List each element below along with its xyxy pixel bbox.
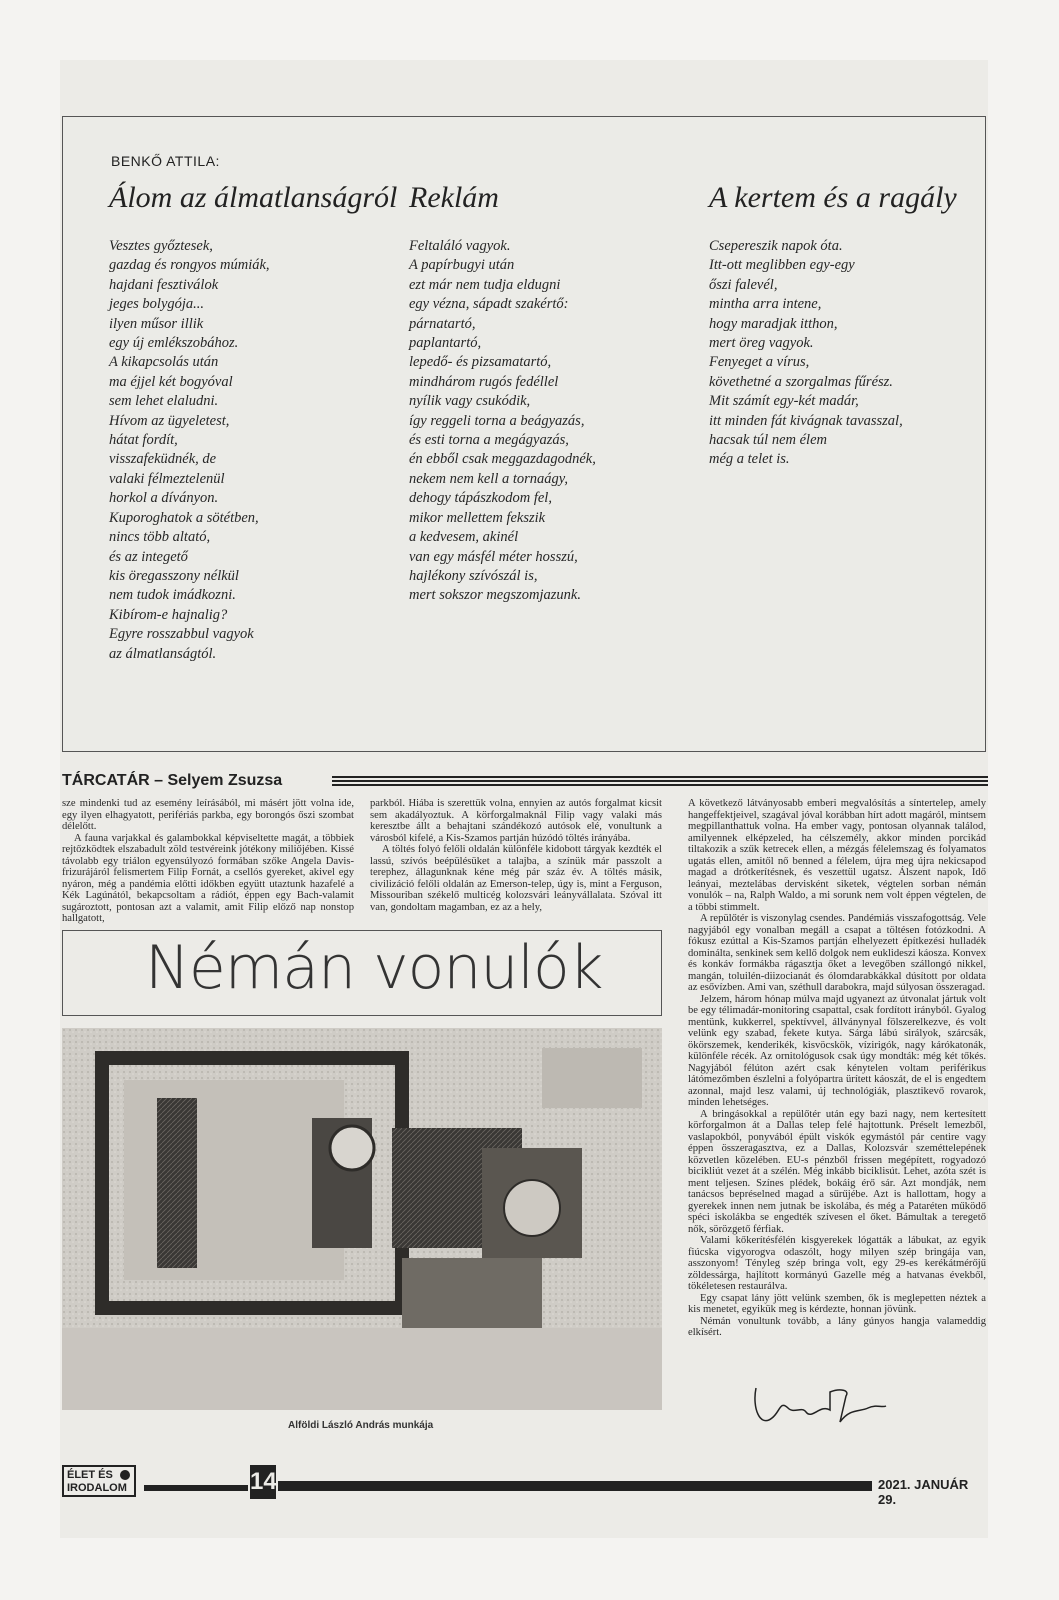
poem-line: az álmatlanságtól. [109, 645, 217, 662]
poem-title: Álom az álmatlanságról [109, 181, 398, 214]
article-paragraph: parkból. Hiába is szerettük volna, ennyien az autós forgalmat kicsit sem akadályoztuk. A körforgalmaknál Filip vagy valaki más keresztbe állt a behajtani szándékozó autósok elé, vonultunk a városból kifelé, a Kis-Szamos partján húzódó töltés irányába. [370, 798, 662, 844]
poem-line: nyílik vagy csukódik, [409, 393, 531, 410]
poem-line: hacsak túl nem élem [709, 432, 827, 449]
article-paragraph: A bringásokkal a repülőtér után egy bazi nagy, nem kertesített körforgalmon át a Dallas telep felé hajtottunk. Préselt lemezből, vaslapokból, ponyvából épült viskók egymástól pár centire vagy éppen összeragasztva, ez a Dallas, Kolozsvár szeméttelepének közvetlen közelében. EU-s pénzből frissen megépített, rogyadozó bicikliút vezet át a szélén. Még inkább biciklisút. Lehet, azóta szét is ment teljesen. Színes plédek, bokáig érő sár. Azt mondják, nem tanácsos bepréselned magad a sűrűjébe. Azt is hallottam, hogy a gyerekek innen nem jutnak be iskolába, és még a Pataréten működő spéci iskolákba se engedték szívesen el őket. Bámultak a teregető nők, sörözgető férfiak. [688, 1108, 986, 1235]
poem-line: Kibírom-e hajnalig? [109, 606, 228, 623]
poem-line: A kikapcsolás után [109, 354, 219, 371]
poem-line: Csepereszik napok óta. [709, 238, 843, 254]
poem-line: és esti torna a megágyazás, [409, 432, 569, 449]
poem-line: Vesztes győztesek, [109, 238, 213, 254]
poem-line: Mit számít egy-két madár, [709, 393, 859, 410]
poem-line: és az integető [109, 548, 188, 565]
poem-lines [709, 237, 957, 470]
article-paragraph: Valami kőkerítésfélén kisgyerekek lógatták a lábukat, az egyik fiúcska vigyorogva odaszólt, hogy milyen szép bringája van, asszonyom! Tényleg szép bringa volt, egy 29-es kerékátmérőjű zöldessárga, hajlított kormányú Gazelle még a hatvanas évekből, tökéletesen restaurálva. [688, 1235, 986, 1292]
poem-line: Itt-ott meglibben egy-egy [709, 257, 855, 274]
article-paragraph: Egy csapat lány jött velünk szemben, ők is meglepetten néztek a kis menetet, egyikük meg is kérdezte, honnan jövünk. [688, 1292, 986, 1315]
article-paragraph: Jelzem, három hónap múlva majd ugyanezt az útvonalat jártuk volt be egy télimadár-monitoring csapattal, csak fordított irányból. Gyalog mentünk, kukkerrel, spektívvel, állványnyal fölszerelkezve, és volt velünk egy szabad, fekete kutya. Sárga lábú sirályok, szárcsák, ökörszemek, kenderikék, kisvöcskök, vízirigók, nagy kárókatonák, különféle récék. Az ornitológusok csak úgy mondták: még két tőkés. Nagyjából félúton azért csak kénytelen voltam periférikus látómezőmben észlelni a folyópartra ürített káoszát, de el is engedtem azonnal, majd lesz valami, új technológiák, plasztikevő rovarok, minden lehetséges. [688, 993, 986, 1108]
poem-line: gazdag és rongyos múmiák, [109, 257, 270, 274]
poem-line: egy vézna, sápadt szakértő: [409, 296, 569, 313]
poem-lines [109, 237, 397, 664]
poem-line: jeges bolygója... [109, 296, 205, 313]
poem-line: kis öregasszony nélkül [109, 567, 239, 584]
poem-3 [709, 181, 957, 470]
poem-line: nem tudok imádkozni. [109, 587, 236, 604]
column-rubric [62, 772, 988, 794]
poem-title: A kertem és a ragály [709, 181, 957, 214]
publication-logo [62, 1465, 136, 1497]
poem-2 [409, 181, 596, 606]
poem-line: egy új emlékszobához. [109, 335, 239, 352]
poem-line: Kuporoghatok a sötétben, [109, 509, 259, 526]
poem-line: Hívom az ügyeletest, [109, 412, 230, 429]
poem-1 [109, 181, 397, 664]
poem-line: hogy maradjak itthon, [709, 315, 838, 332]
article-paragraph: A következő látványosabb emberi megvalósítás a síntertelep, amely hangeffektjeivel, szagával jóval korábban hírt adott magáról, mintsem megpillanthattuk volna. Ha ember vagy, pontosan olyannak találod, amilyennek elképzeled, ha célszemély, akkor minden porcikád tiltakozik a szűk ketrecek ellen, a mézgás félelemszag és folyamatos ugatás ellen, amitől nő benned a félelem, újra meg újra nekicsapod magad a drótkerítésnek, és veszettül ugatsz. Álszent napok, Idő leányai, meztelábas dervisként siketek, végtelen sorban némán vonulók – na, Ralph Waldo, a mi sorunk nem volt éppen végtelen, de a többi stimmelt. [688, 798, 986, 913]
article-paragraph: A repülőtér is viszonylag csendes. Pandémiás visszafogottság. Vele nagyjából egy vonalban megáll a csapat a töltésen fotózkodni. A fókusz ezúttal a Kis-Szamos partján elhelyezett építkezési hulladék dominálta, senkinek sem kellő dolgok nem euklideszi káosza. Konvex és konkáv formákba rágasztja őket a levegőben szállongó nikkel, mangán, toluilén-diizocianát és ólomdarabkákkal dúsított por oldata az esővízben. Ami van, széthull darabokra, majd súlyosan összeragad. [688, 913, 986, 993]
logo-dot-icon [120, 1470, 130, 1480]
poem-line: mikor mellettem fekszik [409, 509, 546, 526]
article-title: Némán vonulók [145, 933, 603, 1003]
poem-line: ilyen műsor illik [109, 315, 204, 332]
poem-line: követhetné a szorgalmas fűrész. [709, 373, 893, 390]
article-paragraph: sze mindenki tud az esemény leírásából, mi másért jött volna ide, egy ilyen elhagyatott, perifériás parkba, egy borongós őszi szombat délelőtt. [62, 798, 354, 832]
poems-box [62, 116, 986, 752]
poem-title: Reklám [409, 181, 499, 214]
poem-line: dehogy tápászkodom fel, [409, 490, 552, 507]
poem-line: hátat fordít, [109, 432, 178, 449]
poem-line: hajdani fesztiválok [109, 276, 219, 293]
page-footer [60, 1465, 988, 1505]
poem-line: itt minden fát kivágnak tavasszal, [709, 412, 903, 429]
footer-rule-left [144, 1485, 248, 1491]
poem-line: lepedő- és pizsamatartó, [409, 354, 552, 371]
poem-line: őszi falevél, [709, 276, 778, 293]
poem-author: BENKŐ ATTILA: [111, 153, 220, 169]
newspaper-page [60, 60, 988, 1538]
poem-line: még a telet is. [709, 451, 790, 468]
issue-date: 2021. JANUÁR 29. [878, 1477, 969, 1507]
poem-line: párnatartó, [409, 315, 476, 332]
poem-line: a kedvesem, akinél [409, 529, 519, 546]
page-number: 14 [250, 1465, 276, 1499]
poem-line: valaki félmeztelenül [109, 470, 225, 487]
poem-line: ma éjjel két bogyóval [109, 373, 233, 390]
poem-line: A papírbugyi után [409, 257, 515, 274]
poem-line: ezt már nem tudja eldugni [409, 276, 561, 293]
poem-line: hajlékony szívószál is, [409, 567, 538, 584]
artwork-image [62, 1028, 662, 1410]
article-paragraph: A töltés folyó felőli oldalán különféle kidobott tárgyak kezdték el lassú, szívós beépülésüket a talajba, a színük már passzolt a terephez, állagunknak kéne még pár száz év. A töltés másik, civilizáció felőli oldalán az Emerson-telep, úgy is, mint a Ferguson, Missouriban székelő multicég kolozsvári leányvállalata. Szóval itt van, gondoltam magamban, ez az a hely, [370, 844, 662, 913]
poem-line: nincs több altató, [109, 529, 211, 546]
author-signature [750, 1378, 890, 1438]
article-title-box [62, 930, 662, 1016]
poem-line: paplantartó, [409, 335, 482, 352]
poem-line: van egy másfél méter hosszú, [409, 548, 578, 565]
poem-line: sem lehet elaludni. [109, 393, 219, 410]
logo-line-2: IRODALOM [67, 1482, 127, 1494]
poem-line: mert sokszor megszomjazunk. [409, 587, 581, 604]
rubric-rule [332, 776, 988, 788]
poem-line: mert öreg vagyok. [709, 335, 814, 352]
logo-line-1: ÉLET ÉS [67, 1469, 113, 1481]
poem-line: mindhárom rugós fedéllel [409, 373, 559, 390]
rubric-label: TÁRCATÁR – Selyem Zsuzsa [62, 772, 288, 790]
footer-rule-right [278, 1481, 872, 1491]
article-column-1 [62, 798, 354, 925]
poem-line: Feltaláló vagyok. [409, 238, 511, 254]
article-column-2 [370, 798, 662, 913]
poem-line: így reggeli torna a beágyazás, [409, 412, 585, 429]
article-paragraph: A fauna varjakkal és galambokkal képviseltette magát, a többiek rejtőzködtek elszabadult zöld testvéreink jótékony miliőjében. Kissé távolabb egy triálon egyensúlyozó formában szőke Angela Davis-frizurájáról felismertem Filip Fornát, a csellós gyereket, akivel egy nyáron, még a pandémia előtti időkben együtt utaztunk hazafelé a Kék Lagúnától, bekapcsoltam a rádiót, éppen egy Bach-valamit sugároztott, pontosan azt a valamit, amit Filip előző nap nonstop hallgatott, [62, 832, 354, 924]
poem-line: Egyre rosszabbul vagyok [109, 626, 254, 643]
poem-lines [409, 237, 596, 606]
poem-line: nekem nem kell a tornaágy, [409, 470, 569, 487]
poem-line: visszafeküdnék, de [109, 451, 217, 468]
poem-line: horkol a díványon. [109, 490, 219, 507]
poem-line: Fenyeget a vírus, [709, 354, 810, 371]
image-caption: Alföldi László András munkája [288, 1420, 434, 1431]
article-paragraph: Némán vonultunk tovább, a lány gúnyos hangja valameddig elkísért. [688, 1315, 986, 1338]
poem-line: én ebből csak meggazdagodnék, [409, 451, 596, 468]
article-column-3 [688, 798, 986, 1339]
poem-line: mintha arra intene, [709, 296, 822, 313]
